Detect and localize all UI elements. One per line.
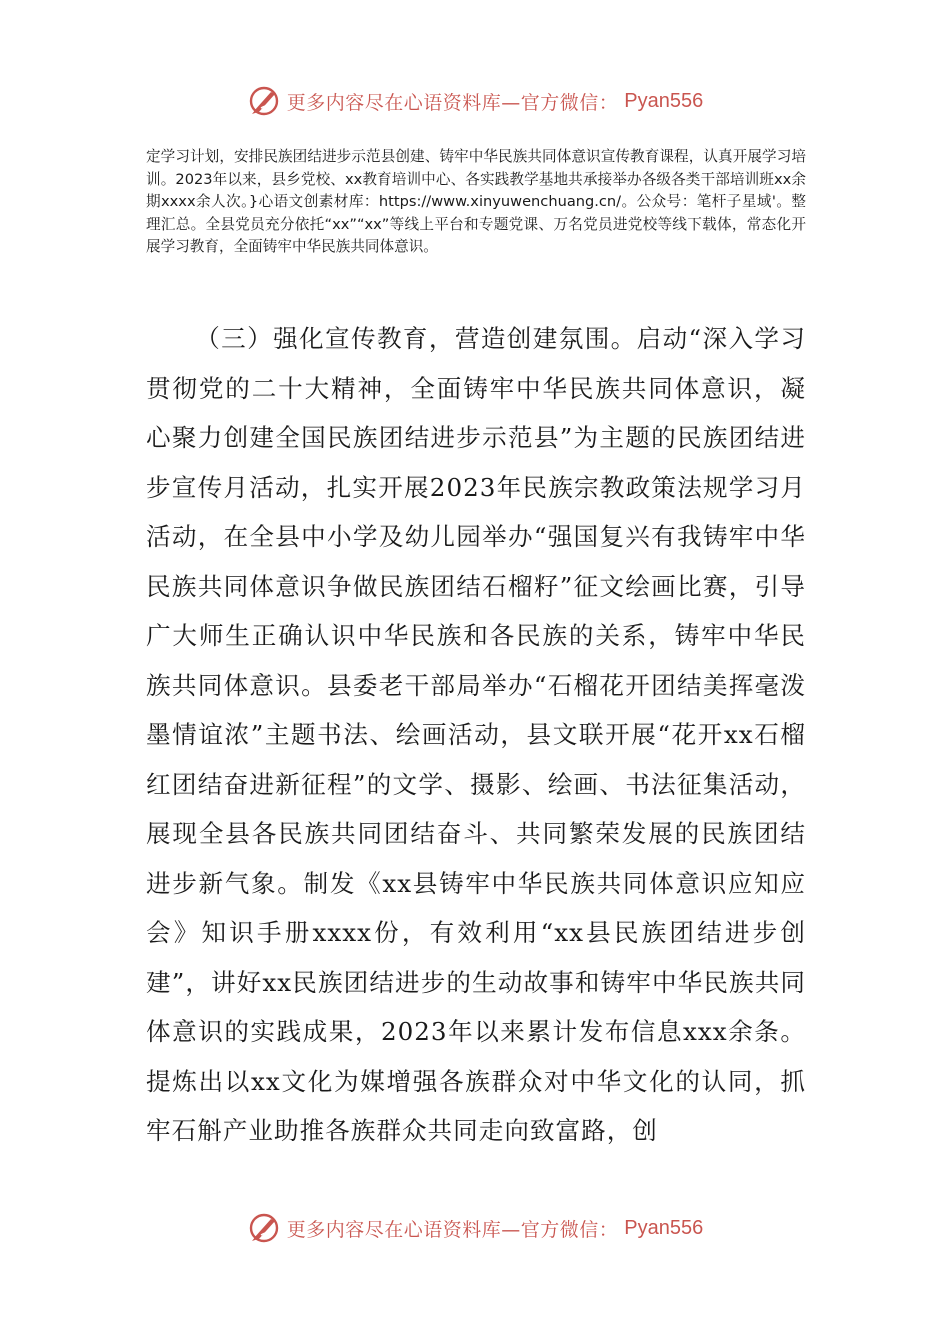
small-text-block (146, 146, 806, 259)
footer-banner-code: Pyan556 (624, 1216, 704, 1239)
small-paragraph: 定学习计划，安排民族团结进步示范县创建、铸牢中华民族共同体意识宣传教育课程，认真开展学习培训。2023年以来，县乡党校、xx教育培训中心、各实践教学基地共承接举办各级各类干部培训班xx余期xxxx余人次。}心语文创素材库：https://www.xinyuwenchuang.cn/。公众号：笔杆子星域'。整理汇总。全县党员充分依托“xx”“xx”等线上平台和专题党课、万名党员进党校等线下载体，常态化开展学习教育，全面铸牢中华民族共同体意识。 (146, 148, 806, 256)
footer-banner-text: 更多内容尽在心语资料库—官方微信： (286, 1218, 619, 1241)
main-text-block (146, 314, 806, 1156)
header-banner (0, 84, 950, 118)
main-paragraph: （三）强化宣传教育，营造创建氛围。启动“深入学习贯彻党的二十大精神，全面铸牢中华民族共同体意识，凝心聚力创建全国民族团结进步示范县”为主题的民族团结进步宣传月活动，扎实开展2023年民族宗教政策法规学习月活动，在全县中小学及幼儿园举办“强国复兴有我铸牢中华民族共同体意识争做民族团结石榴籽”征文绘画比赛，引导广大师生正确认识中华民族和各民族的关系，铸牢中华民族共同体意识。县委老干部局举办“石榴花开团结美挥毫泼墨情谊浓”主题书法、绘画活动，县文联开展“花开xx石榴红团结奋进新征程”的文学、摄影、绘画、书法征集活动，展现全县各民族共同团结奋斗、共同繁荣发展的民族团结进步新气象。制发《xx县铸牢中华民族共同体意识应知应会》知识手册xxxx份，有效利用“xx县民族团结进步创建”，讲好xx民族团结进步的生动故事和铸牢中华民族共同体意识的实践成果，2023年以来累计发布信息xxx余条。提炼出以xx文化为媒增强各族群众对中华文化的认同，抓牢石斛产业助推各族群众共同走向致富路，创 (146, 324, 806, 1145)
footer-banner (0, 1211, 950, 1245)
pen-logo-icon (247, 1211, 281, 1245)
header-banner-code: Pyan556 (624, 89, 704, 112)
header-banner-text: 更多内容尽在心语资料库—官方微信： (286, 91, 619, 114)
pen-logo-icon (247, 84, 281, 118)
